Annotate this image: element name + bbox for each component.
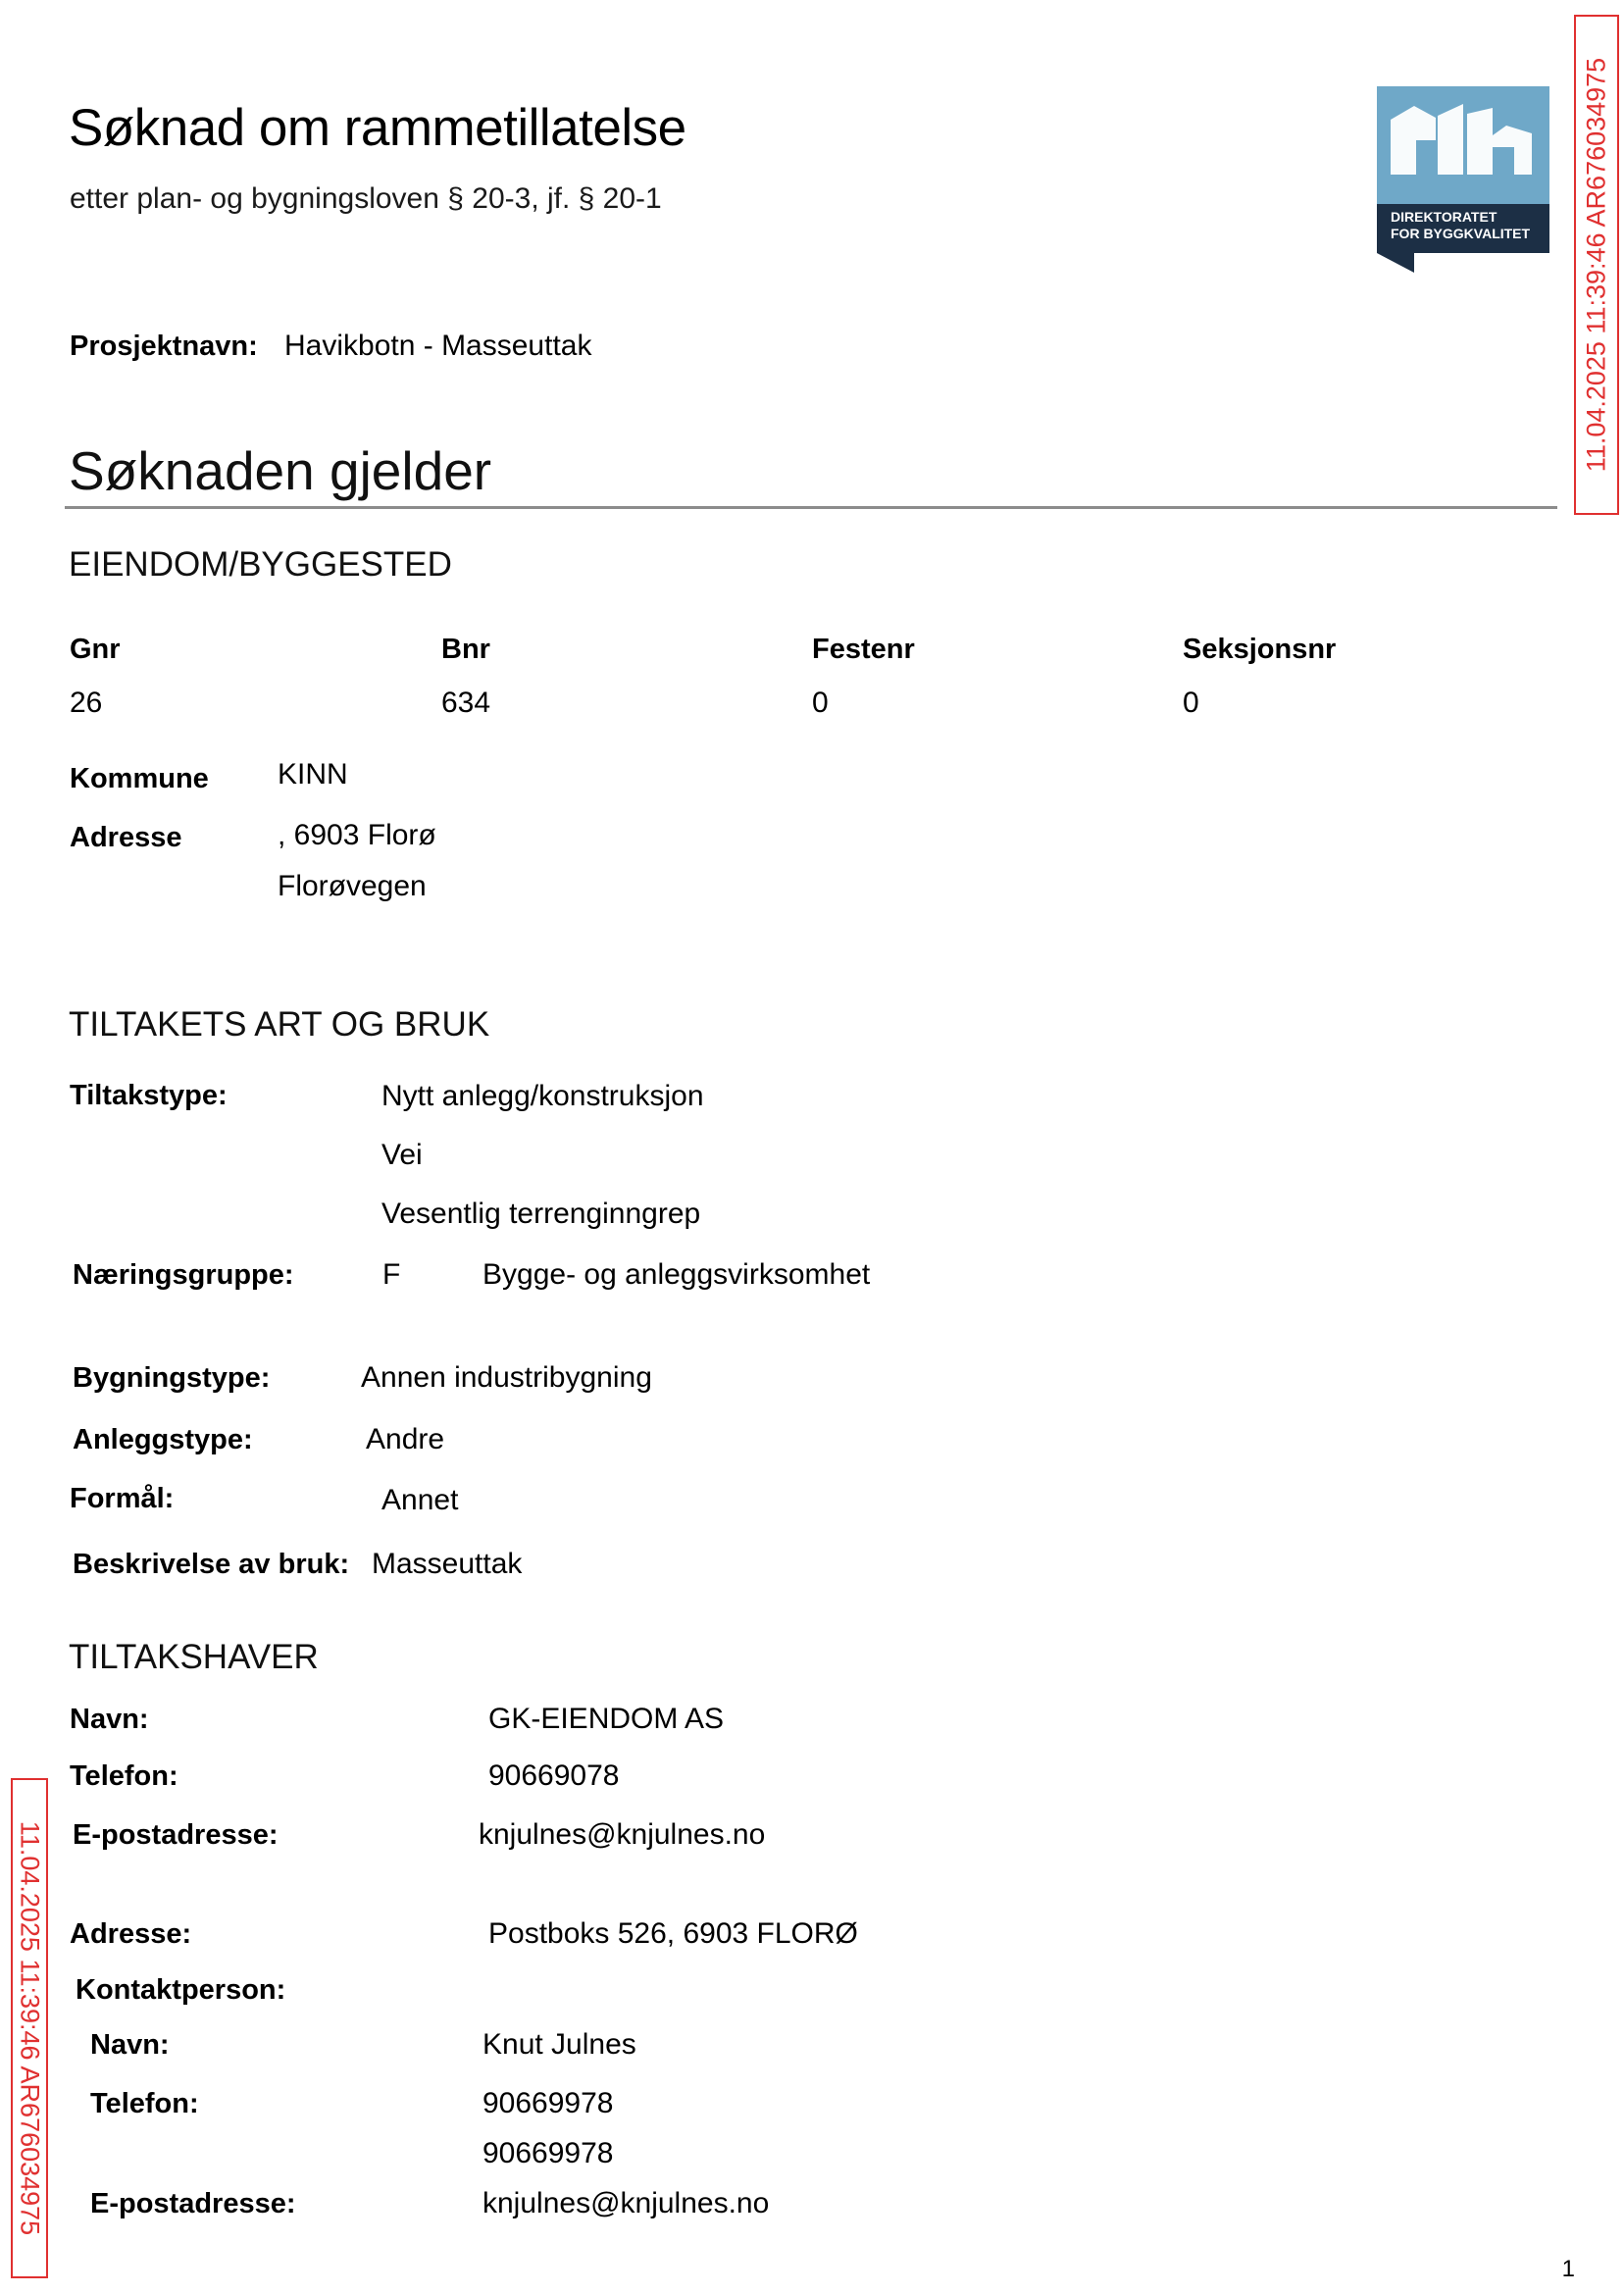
naeringsgruppe-label: Næringsgruppe:	[73, 1259, 294, 1291]
project-name-label: Prosjektnavn:	[70, 331, 258, 362]
property-heading: EIENDOM/BYGGESTED	[69, 545, 452, 584]
adresse-line1: , 6903 Florø	[278, 819, 436, 851]
gnr-value: 26	[70, 687, 103, 719]
tiltakstype-label: Tiltakstype:	[70, 1080, 228, 1111]
tiltakstype-value-3: Vesentlig terrenginngrep	[381, 1198, 701, 1230]
tiltakstype-value-2: Vei	[381, 1139, 423, 1171]
kontakt-telefon-value-1: 90669978	[482, 2087, 614, 2119]
section-title: Søknaden gjelder	[69, 440, 492, 501]
kontakt-telefon-value-2: 90669978	[482, 2137, 614, 2169]
page-number: 1	[1561, 2256, 1575, 2282]
submission-stamp-top	[1574, 15, 1619, 515]
festenr-value: 0	[812, 687, 829, 719]
beskrivelse-label: Beskrivelse av bruk:	[73, 1549, 350, 1580]
anleggstype-label: Anleggstype:	[73, 1424, 253, 1455]
kontakt-navn-value: Knut Julnes	[482, 2028, 636, 2061]
tiltakshaver-adresse-label: Adresse:	[70, 1918, 192, 1950]
tiltakshaver-telefon-value: 90669078	[488, 1759, 620, 1792]
project-name-value: Havikbotn - Masseuttak	[284, 330, 592, 362]
tiltakshaver-epost-value: knjulnes@knjulnes.no	[479, 1818, 766, 1851]
bygningstype-value: Annen industribygning	[361, 1361, 652, 1394]
kontakt-navn-label: Navn:	[90, 2029, 170, 2061]
logo-text-line1: DIREKTORATET	[1391, 209, 1497, 225]
kommune-value: KINN	[278, 758, 348, 790]
naeringsgruppe-value: Bygge- og anleggsvirksomhet	[482, 1258, 871, 1291]
gnr-label: Gnr	[70, 634, 121, 665]
document-subtitle: etter plan- og bygningsloven § 20-3, jf. § 20-1	[70, 182, 662, 215]
logo-text-line2: FOR BYGGKVALITET	[1391, 226, 1531, 241]
tiltakshaver-adresse-value: Postboks 526, 6903 FLORØ	[488, 1917, 858, 1950]
bnr-value: 634	[441, 687, 491, 719]
dibk-logo	[1377, 86, 1549, 273]
kontakt-epost-value: knjulnes@knjulnes.no	[482, 2187, 770, 2219]
naeringsgruppe-code: F	[382, 1258, 401, 1291]
tiltak-heading: TILTAKETS ART OG BRUK	[69, 1005, 490, 1044]
festenr-label: Festenr	[812, 634, 915, 665]
document-title: Søknad om rammetillatelse	[69, 99, 686, 157]
adresse-label: Adresse	[70, 822, 182, 853]
adresse-line2: Florøvegen	[278, 870, 427, 902]
section-divider	[65, 506, 1557, 509]
seksjonsnr-label: Seksjonsnr	[1183, 634, 1337, 665]
bygningstype-label: Bygningstype:	[73, 1362, 271, 1394]
submission-stamp-bottom	[11, 1778, 48, 2278]
tiltakshaver-navn-value: GK-EIENDOM AS	[488, 1703, 725, 1735]
stamp-text: 11.04.2025 11:39:46 AR676034975	[15, 1820, 45, 2236]
stamp-text: 11.04.2025 11:39:46 AR676034975	[1581, 57, 1611, 473]
tiltakshaver-heading: TILTAKSHAVER	[69, 1638, 319, 1676]
kontaktperson-label: Kontaktperson:	[76, 1974, 286, 2006]
kontakt-telefon-label: Telefon:	[90, 2088, 199, 2119]
formal-value: Annet	[381, 1484, 459, 1516]
formal-label: Formål:	[70, 1483, 175, 1514]
beskrivelse-value: Masseuttak	[372, 1548, 523, 1580]
seksjonsnr-value: 0	[1183, 687, 1199, 719]
tiltakshaver-navn-label: Navn:	[70, 1704, 149, 1735]
tiltakstype-value-1: Nytt anlegg/konstruksjon	[381, 1080, 704, 1112]
bnr-label: Bnr	[441, 634, 490, 665]
tiltakshaver-telefon-label: Telefon:	[70, 1760, 178, 1792]
anleggstype-value: Andre	[366, 1423, 445, 1455]
kommune-label: Kommune	[70, 763, 209, 794]
tiltakshaver-epost-label: E-postadresse:	[73, 1819, 279, 1851]
kontakt-epost-label: E-postadresse:	[90, 2188, 296, 2219]
